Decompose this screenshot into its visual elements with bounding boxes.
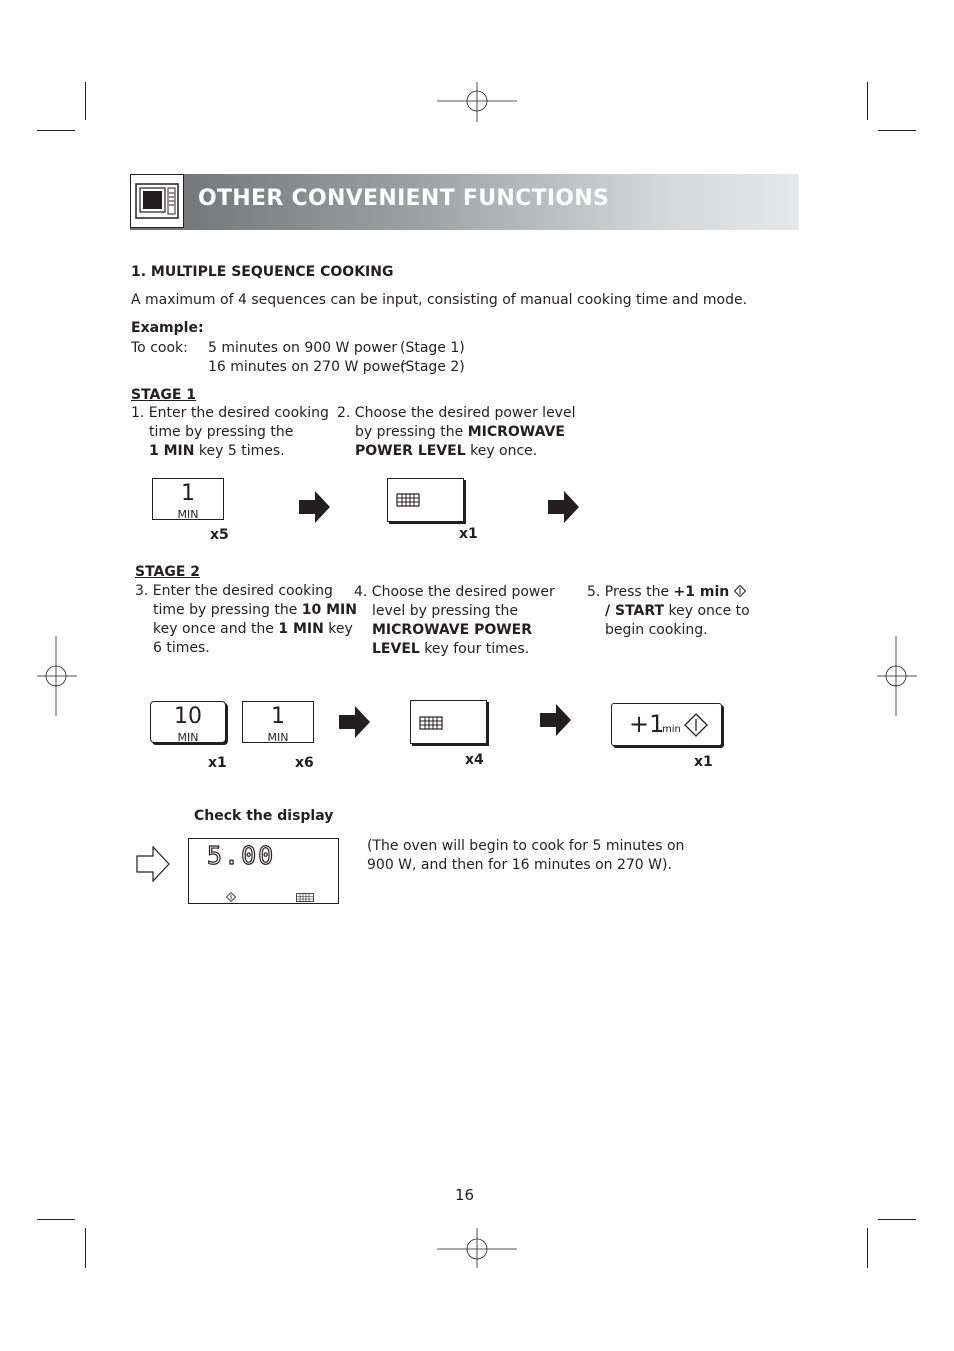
registration-mark-icon <box>37 636 77 716</box>
crop-mark <box>37 1219 75 1220</box>
key-unit: MIN <box>267 731 289 744</box>
microwave-power-level-key[interactable] <box>410 700 487 744</box>
step-2-line-3: POWER LEVEL key once. <box>355 443 538 459</box>
start-indicator-icon <box>226 892 236 902</box>
step-5-line-1: 5. Press the +1 min <box>587 583 746 602</box>
step-1-line-3: 1 MIN key 5 times. <box>149 443 285 459</box>
step-4-line-2: level by pressing the <box>372 603 518 619</box>
step-1-line-2: time by pressing the <box>149 424 294 440</box>
press-count: x1 <box>694 754 713 770</box>
page-number: 16 <box>455 1186 475 1204</box>
microwave-power-icon <box>396 493 420 507</box>
hollow-arrow-right-icon <box>136 846 170 882</box>
display-note-line-2: 900 W, and then for 16 minutes on 270 W). <box>367 857 672 873</box>
to-cook-label: To cook: <box>131 340 188 356</box>
press-count: x1 <box>459 526 478 542</box>
microwave-oven-icon <box>130 174 184 228</box>
plus-one-min-start-key[interactable] <box>611 703 722 746</box>
crop-mark <box>85 82 86 120</box>
example-line-1: 5 minutes on 900 W power <box>208 340 398 356</box>
registration-mark-icon <box>877 636 917 716</box>
press-count: x1 <box>208 755 227 771</box>
microwave-power-indicator-icon <box>296 893 314 902</box>
example-line-2: 16 minutes on 270 W power <box>208 359 407 375</box>
example-stage-2: (Stage 2) <box>400 359 465 375</box>
key-number: 10 <box>174 704 202 729</box>
arrow-right-icon <box>339 706 371 738</box>
key-label: +1 <box>629 710 665 738</box>
arrow-right-icon <box>299 491 331 523</box>
key-unit: MIN <box>177 508 199 521</box>
step-4-line-3: MICROWAVE POWER <box>372 622 533 638</box>
arrow-right-icon <box>540 704 572 736</box>
intro-text: A maximum of 4 sequences can be input, consisting of manual cooking time and mode. <box>131 292 748 308</box>
step-4-line-1: 4. Choose the desired power <box>354 584 555 600</box>
crop-mark <box>867 82 868 120</box>
key-unit: min <box>662 724 681 735</box>
step-2-line-1: 2. Choose the desired power level <box>337 405 576 421</box>
microwave-power-level-key[interactable] <box>387 478 464 522</box>
press-count: x6 <box>295 755 314 771</box>
step-3-line-4: 6 times. <box>153 640 210 656</box>
example-stage-1: (Stage 1) <box>400 340 465 356</box>
step-3-line-2: time by pressing the 10 MIN <box>153 602 357 618</box>
key-number: 1 <box>271 704 285 729</box>
step-3-line-1: 3. Enter the desired cooking <box>135 583 333 599</box>
step-4-line-4: LEVEL key four times. <box>372 641 530 657</box>
check-display-label: Check the display <box>194 808 334 824</box>
crop-mark <box>878 1219 916 1220</box>
step-2-line-2: by pressing the MICROWAVE <box>355 424 565 440</box>
step-5-line-3: begin cooking. <box>605 622 708 638</box>
crop-mark <box>37 130 75 131</box>
registration-mark-icon <box>437 1228 517 1268</box>
step-5-line-2: / START key once to <box>605 603 750 619</box>
start-icon <box>734 585 746 597</box>
crop-mark <box>867 1228 868 1268</box>
example-label: Example: <box>131 320 204 336</box>
crop-mark <box>85 1228 86 1268</box>
press-count: x4 <box>465 752 484 768</box>
crop-mark <box>878 130 916 131</box>
stage-2-heading: STAGE 2 <box>135 564 201 580</box>
step-1-line-1: 1. Enter the desired cooking <box>131 405 329 421</box>
display-note-line-1: (The oven will begin to cook for 5 minutes on <box>367 838 685 854</box>
key-unit: MIN <box>177 731 199 744</box>
start-icon <box>684 713 708 737</box>
arrow-right-icon <box>548 491 580 523</box>
step-3-line-3: key once and the 1 MIN key <box>153 621 353 637</box>
oven-display-panel <box>188 838 339 904</box>
one-min-key[interactable] <box>152 478 224 520</box>
registration-mark-icon <box>437 82 517 122</box>
microwave-power-icon <box>419 716 443 730</box>
one-min-key[interactable] <box>242 701 314 743</box>
section-heading: 1. MULTIPLE SEQUENCE COOKING <box>131 264 394 280</box>
ten-min-key[interactable] <box>150 701 226 743</box>
key-number: 1 <box>181 481 195 506</box>
display-readout: 5.00 <box>207 841 276 870</box>
press-count: x5 <box>210 527 229 543</box>
page-title: OTHER CONVENIENT FUNCTIONS <box>198 186 610 211</box>
stage-1-heading: STAGE 1 <box>131 387 197 403</box>
